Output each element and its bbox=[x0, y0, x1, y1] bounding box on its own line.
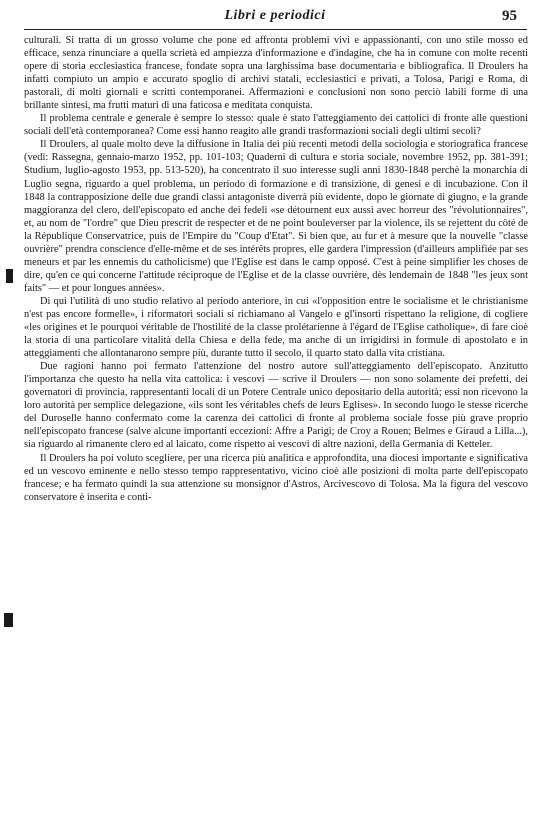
body-text bbox=[24, 34, 528, 504]
paragraph: Di qui l'utilità di uno studio relativo al periodo anteriore, in cui «l'opposition entre le socialisme et le christianisme n'est pas encore formelle», i riformatori sociali si richiamano al Vangelo e gl'insorti rispettano la religione, di cogliere «les origines et le pourquoi véritable de l'hostilité de la classe prolétarienne à l'égard de l'Eglise catholique», di fare cioè la storia di una particolare vitalità della Chiesa e della fede, ma anche di un irrigidirsi in formule di apostolato e in atteggiamenti che allontanarono sempre più, durante tutto il secolo, il quarto stato dalla vita cristiana. bbox=[24, 295, 528, 360]
paragraph: culturali. Si tratta di un grosso volume che pone ed affronta problemi vivi e appassionanti, con uno stile mosso ed efficace, senza rinunciare a quella scrietà ed ampiezza d'informazione e d'indagine, che ha in comune con molte recenti opere di storia ecclesiastica francese, fondate sopra una larghissima base documentaria e bibliografica. Il Droulers ha infatti compiuto un ampio e accurato spoglio di archivi statali, ecclesiastici e privati, a Tolosa, Parigi e Roma, di pastorali, di molti giornali e scritti contemporanei. Affermazioni e conclusioni non sono perciò labili forme di una brillante sintesi, ma frutti maturi di una faticosa e meditata conquista. bbox=[24, 35, 528, 112]
margin-mark bbox=[4, 613, 13, 627]
paragraph: Il Droulers ha poi voluto scegliere, per una ricerca più analitica e approfondita, una diocesi importante e significativa ed un vescovo eminente e nello stesso tempo rappresentativo, vicino cioè alle posizioni di molta parte dell'episcopato francese; e ha fermato quindi la sua attenzione su monsignor d'Astros, Arcivescovo di Tolosa. Ma la figura del vescovo conservatore è inserita e conti- bbox=[24, 452, 528, 503]
paragraph: Due ragioni hanno poi fermato l'attenzione del nostro autore sull'atteggiamento dell'episcopato. Anzitutto l'importanza che questo ha nella vita cattolica: i vescovi — scrive il Droulers — non sono solamente dei prefetti, dei governatori di provincia, rappresentanti locali di un Potere Centrale unico depositario della autorità; essi non ricevono la loro autorità per semplice delegazione, «ils sont les véritables chefs de leurs Eglises». In secondo luogo le stesse ricerche del Duroselle hanno confermato come la carenza dei cattolici di fronte al problema sociale fosse più grave proprio nell'episcopato francese (salve alcune importanti eccezioni: Affre a Parigi; de Croy a Rouen; Belmes e Giraud a Lilla...), sia riguardo al rimanente clero ed al laicato, come rispetto ai vescovi di altre nazioni, della Germania di Ketteler. bbox=[24, 361, 528, 451]
margin-mark bbox=[6, 269, 13, 283]
page-header bbox=[0, 8, 550, 28]
paragraph: Il problema centrale e generale è sempre lo stesso: quale è stato l'atteggiamento dei cattolici di fronte alle questioni sociali dell'età contemporanea? Come essi hanno reagito alle grandi trasformazioni sociali degli ultimi secoli? bbox=[24, 113, 528, 138]
running-title: Libri e periodici bbox=[224, 8, 326, 23]
header-rule bbox=[24, 29, 527, 30]
paragraph: Il Droulers, al quale molto deve la diffusione in Italia dei più recenti metodi della sociologia e storiografica francese (vedi: Rassegna, gennaio-marzo 1952, pp. 101-103; Quaderni di cultura e storia sociale, novembre 1952, pp. 381-391; Studium, luglio-agosto 1953, pp. 513-520), ha concentrato il suo interesse sugli anni 1830-1848 perchè la monarchia di Luglio segna, riguardo a quel problema, un periodo di formazione e di transizione, di genesi e di incubazione. Con il 1848 la contrapposizione delle due grandi classi antagoniste diverrà più evidente, dopo le giornate di giugno, e la grande maggioranza del clero, dell'episcopato ed anche dei fedeli «se détournent eux aussi avec horreur des "révolutionnaires", et, au nom de "l'ordre" que Dieu prescrit de respecter et de ne point bouleverser par la violence, ils se rejettent du côté de la République Conservatrice, puis de l'Empire du "Coup d'Etat". Si bien que, au fur et à mesure que la nouvelle "classe ouvrière" prendra conscience d'elle-même et de ses intérêts propres, elle gardera l'impression (d'ailleurs amplifiée par ses meneurs et par les ennemis du catholicisme) que l'Eglise est dans le camp opposé. C'est à peine simplifier les choses de dire, qu'en ce qui concerne l'attitude réciproque de l'Eglise et de la classe ouvrière, dès lendemain de 1848 "les jeux sont faits" — et pour longues années». bbox=[24, 139, 528, 294]
page-number: 95 bbox=[502, 8, 517, 24]
